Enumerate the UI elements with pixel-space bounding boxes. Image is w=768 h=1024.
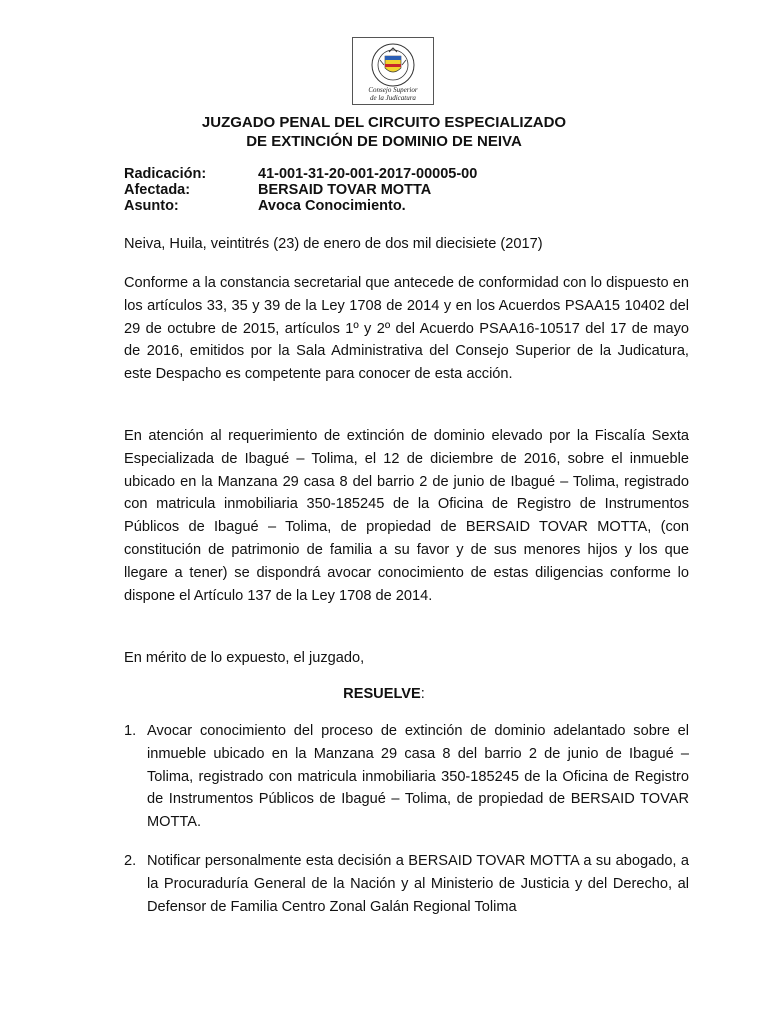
paragraph-competence: Conforme a la constancia secretarial que antecede de conformidad con lo dispuesto en los artículos 33, 35 y 39 de la Ley 1708 de 2014 y en los Acuerdos PSAA15 10402 del 29 de octubre de 2015, artículos 1º y 2º del Acuerdo PSAA16-10517 del 17 de mayo de 2016, emitidos por la Sala Administrativa del Consejo Superior de la Judicatura, este Despacho es competente para conocer de esta acción. bbox=[124, 275, 689, 383]
paragraph-request: En atención al requerimiento de extinción de dominio elevado por la Fiscalía Sexta Especializada de Ibagué – Tolima, el 12 de diciembre de 2016, sobre el inmueble ubicado en la Manzana 29 casa 8 del barrio 2 de junio de Ibagué – Tolima, registrado con matricula inmobiliaria 350-185245 de la Oficina de Registro de Instrumentos Públicos de Ibagué – Tolima, de propiedad de BERSAID TOVAR MOTTA, (con constitución de patrimonio de familia a su favor y de sus menores hijos y los que llegare a tener) se dispondrá avocar conocimiento de estas diligencias conforme lo dispone el Artículo 137 de la Ley 1708 de 2014. bbox=[124, 428, 689, 604]
judicial-seal-logo bbox=[352, 37, 434, 105]
asunto-value: Avoca Conocimiento. bbox=[258, 198, 406, 214]
item-text: Notificar personalmente esta decisión a BERSAID TOVAR MOTTA a su abogado, a la Procuraduría General de la Nación y al Ministerio de Justicia y del Derecho, al Defensor de Familia Centro Zonal Galán Regional Tolima bbox=[147, 853, 689, 915]
afectada-label: Afectada: bbox=[124, 182, 191, 198]
item-number: 1. bbox=[124, 723, 137, 739]
colombia-coat-of-arms-icon bbox=[353, 38, 433, 90]
afectada-value: BERSAID TOVAR MOTTA bbox=[258, 182, 432, 198]
item-number: 2. bbox=[124, 853, 137, 869]
meta-afectada bbox=[124, 182, 431, 199]
court-title-line2: DE EXTINCIÓN DE DOMINIO DE NEIVA bbox=[246, 133, 522, 150]
meta-radicacion bbox=[124, 166, 477, 183]
resolution-item-1 bbox=[124, 720, 689, 834]
resuelve-label: RESUELVE bbox=[343, 686, 421, 702]
radicacion-value: 41-001-31-20-001-2017-00005-00 bbox=[258, 166, 478, 182]
item-text: Avocar conocimiento del proceso de extinción de dominio adelantado sobre el inmueble ubicado en la Manzana 29 casa 8 del barrio 2 de junio de Ibagué – Tolima, registrado con matricula inmobiliaria 350-185245 de la Oficina de Registro de Instrumentos Públicos de Ibagué – Tolima, de propiedad de BERSAID TOVAR MOTTA. bbox=[147, 723, 689, 831]
seal-caption bbox=[353, 86, 433, 102]
radicacion-label: Radicación: bbox=[124, 166, 207, 182]
seal-caption-line1: Consejo Superior bbox=[368, 86, 418, 94]
date-line: Neiva, Huila, veintitrés (23) de enero de dos mil diecisiete (2017) bbox=[124, 236, 543, 252]
meta-asunto bbox=[124, 198, 406, 215]
asunto-label: Asunto: bbox=[124, 198, 179, 214]
resuelve-colon: : bbox=[420, 686, 425, 702]
resolution-item-2 bbox=[124, 850, 689, 918]
seal-caption-line2: de la Judicatura bbox=[370, 94, 416, 102]
resuelve-heading bbox=[0, 684, 768, 704]
paragraph-merit: En mérito de lo expuesto, el juzgado, bbox=[124, 650, 365, 666]
court-title-line1: JUZGADO PENAL DEL CIRCUITO ESPECIALIZADO bbox=[201, 114, 567, 131]
